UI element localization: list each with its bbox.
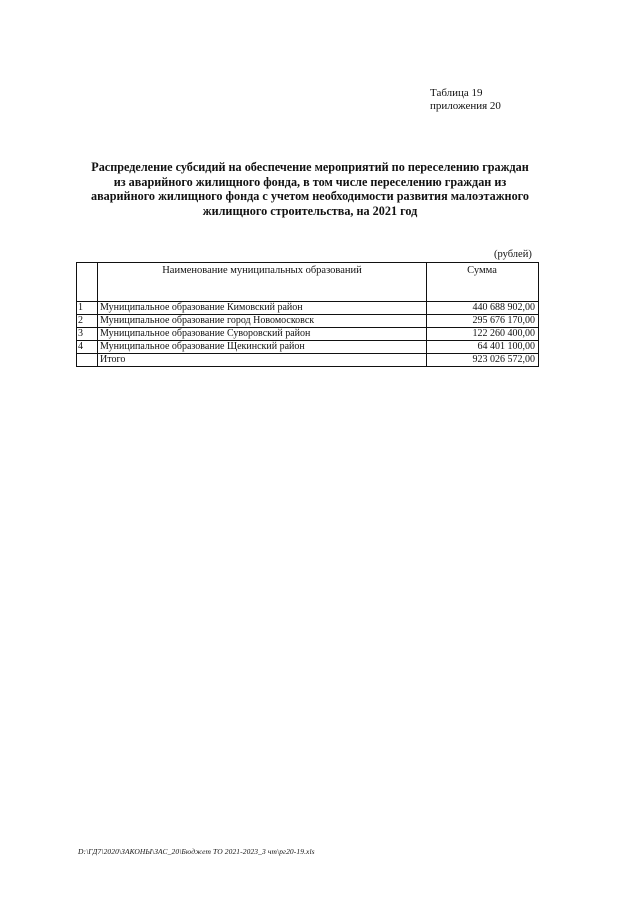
row-sum: 64 401 100,00 [427, 341, 539, 354]
header-name: Наименование муниципальных образований [98, 263, 427, 302]
table-total-row [77, 354, 539, 367]
header-sum: Сумма [427, 263, 539, 302]
table-row [77, 315, 539, 328]
table-header-row [77, 263, 539, 302]
row-number: 2 [77, 315, 98, 328]
row-number: 3 [77, 328, 98, 341]
row-name: Муниципальное образование город Новомосковск [98, 315, 427, 328]
subsidy-table [76, 262, 539, 367]
row-sum: 440 688 902,00 [427, 302, 539, 315]
appendix-number: приложения 20 [430, 100, 501, 112]
table-row [77, 341, 539, 354]
table-number: Таблица 19 [430, 87, 483, 99]
row-name: Муниципальное образование Щекинский район [98, 341, 427, 354]
total-sum: 923 026 572,00 [427, 354, 539, 367]
row-name: Муниципальное образование Суворовский район [98, 328, 427, 341]
row-sum: 122 260 400,00 [427, 328, 539, 341]
total-number [77, 354, 98, 367]
title-line-1: Распределение субсидий на обеспечение мероприятий по переселению граждан [91, 160, 529, 174]
table-reference [430, 87, 501, 113]
total-label: Итого [98, 354, 427, 367]
header-number [77, 263, 98, 302]
table-row [77, 302, 539, 315]
units-label: (рублей) [494, 249, 532, 260]
table-row [77, 328, 539, 341]
row-number: 4 [77, 341, 98, 354]
title-line-4: жилищного строительства, на 2021 год [202, 203, 418, 218]
title-line-2: из аварийного жилищного фонда, в том числе переселению граждан из [113, 174, 507, 189]
row-number: 1 [77, 302, 98, 315]
document-title [70, 160, 550, 218]
title-line-3: аварийного жилищного фонда с учетом необходимости развития малоэтажного [90, 189, 529, 203]
row-name: Муниципальное образование Кимовский район [98, 302, 427, 315]
file-path-footer: D:\ГД7\2020\ЗАКОНЫ\ЗАС_20\Бюджет ТО 2021-2023_3 чт\рг20-19.xls [78, 847, 315, 856]
row-sum: 295 676 170,00 [427, 315, 539, 328]
